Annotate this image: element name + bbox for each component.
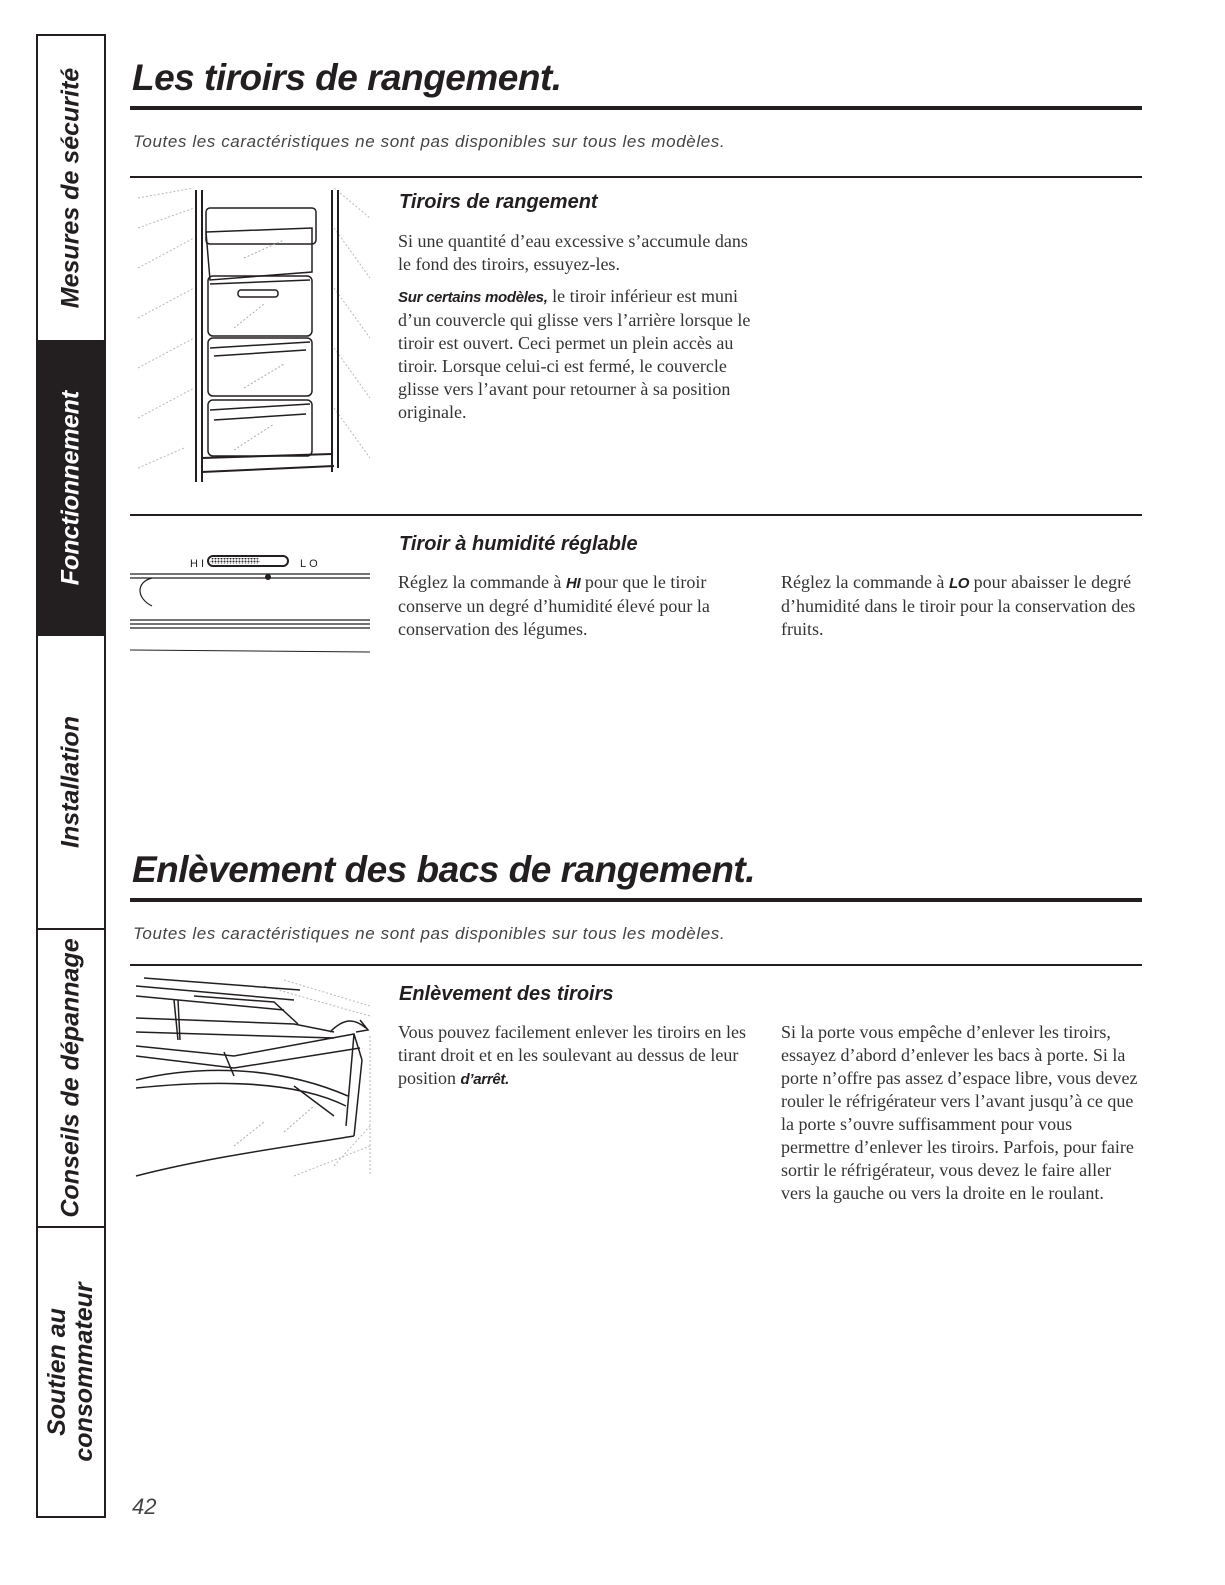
text: pour que le tiroir conserve un degré d’humidité élevé pour la conservation des légumes. xyxy=(398,572,710,639)
tab-label: Installation xyxy=(56,716,85,848)
text: Réglez la commande à xyxy=(781,572,949,592)
emphasis-hi: HI xyxy=(565,575,581,592)
storage-drawers-illustration xyxy=(134,188,374,484)
tab-label: Mesures de sécurité xyxy=(56,67,85,309)
emphasis: Sur certains modèles, xyxy=(398,289,548,306)
text: pour abaisser le degré d’humidité dans le tiroir pour la conservation des fruits. xyxy=(781,572,1136,639)
tab-mesures-de-securite[interactable] xyxy=(38,36,104,342)
lo-label: LO xyxy=(300,558,321,570)
emphasis-lo: LO xyxy=(948,575,970,592)
availability-note: Toutes les caractéristiques ne sont pas disponibles sur tous les modèles. xyxy=(133,132,726,151)
drawers-paragraph-1: Si une quantité d’eau excessive s’accumule dans le fond des tiroirs, essuyez-les. xyxy=(398,231,748,274)
removal-paragraph-1 xyxy=(398,1021,760,1091)
divider xyxy=(130,964,1142,966)
section-title: Enlèvement des bacs de rangement. xyxy=(132,849,756,890)
tab-installation[interactable] xyxy=(38,636,104,930)
tab-label: Conseils de dépannage xyxy=(56,938,85,1218)
drawers-paragraph-2 xyxy=(398,285,760,424)
drawers-paragraph-2-text: le tiroir inférieur est muni d’un couvercle qui glisse vers l’arrière lorsque le tiroir est ouvert. Ceci permet un plein accès au tiroir. Lorsque celui-ci est fermé, le couvercle glisse vers l’avant pour retourner à sa position originale. xyxy=(398,286,751,422)
tab-label xyxy=(44,1282,98,1461)
drawers-heading: Tiroirs de rangement xyxy=(399,191,598,213)
text: Vous pouvez facilement enlever les tiroirs en les tirant droit et en les soulevant au dessus de leur position xyxy=(398,1022,747,1088)
humidity-paragraph-hi xyxy=(398,571,760,641)
title-rule xyxy=(130,898,1142,902)
emphasis: d’arrêt. xyxy=(460,1071,509,1088)
tab-label-line1: Soutien au xyxy=(43,1308,71,1436)
tab-soutien-au-consommateur[interactable] xyxy=(38,1228,104,1516)
availability-note: Toutes les caractéristiques ne sont pas disponibles sur tous les modèles. xyxy=(133,924,726,943)
removal-heading: Enlèvement des tiroirs xyxy=(399,983,614,1005)
divider xyxy=(130,176,1142,178)
side-tab-strip xyxy=(36,34,106,1518)
removal-paragraph-2: Si la porte vous empêche d’enlever les tiroirs, essayez d’abord d’enlever les bacs à porte. Si la porte n’offre pas assez d’espace libre, vous devez rouler le réfrigérateur vers l’avant jusqu’à ce que la porte s’ouvre suffisamment pour vous permettre d’enlever les tiroirs. Parfois, pour faire sortir le réfrigérateur, vous devez le faire aller vers la gauche ou vers la droite en le roulant. xyxy=(781,1022,1138,1203)
tab-conseils-de-depannage[interactable] xyxy=(38,930,104,1228)
drawer-removal-illustration xyxy=(134,976,374,1196)
humidity-heading: Tiroir à humidité réglable xyxy=(399,533,638,555)
humidity-paragraph-lo xyxy=(781,571,1143,641)
tab-label: Fonctionnement xyxy=(56,390,85,586)
tab-label-line2: consommateur xyxy=(70,1282,98,1462)
title-rule xyxy=(130,106,1142,110)
tab-fonctionnement[interactable] xyxy=(38,342,104,636)
divider xyxy=(130,514,1142,516)
hi-label: HI xyxy=(190,558,207,570)
humidity-control-illustration xyxy=(130,548,374,656)
section-title: Les tiroirs de rangement. xyxy=(132,57,562,98)
page-number: 42 xyxy=(132,1494,157,1519)
text: Réglez la commande à xyxy=(398,572,566,592)
